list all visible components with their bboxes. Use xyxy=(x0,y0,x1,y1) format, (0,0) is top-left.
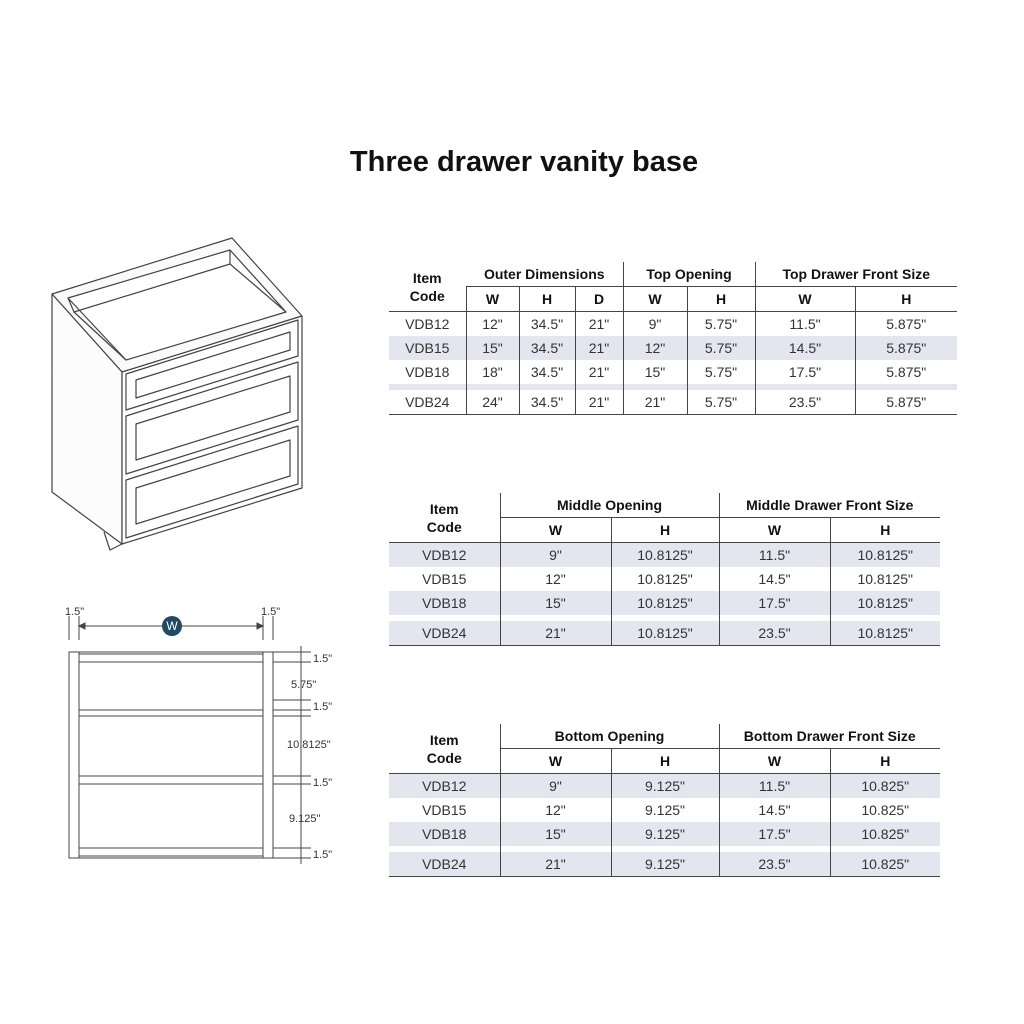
column-header: H xyxy=(611,518,719,543)
cell: 5.875" xyxy=(855,390,957,415)
dim-bottom-opening: 9.125" xyxy=(289,813,321,825)
cell: 34.5" xyxy=(519,360,575,384)
column-header: W xyxy=(500,749,611,774)
cell: 15" xyxy=(500,822,611,846)
table-row xyxy=(389,543,940,568)
width-badge-label: W xyxy=(166,619,178,633)
dim-rail-3: 1.5" xyxy=(313,777,333,789)
cell: 10.8125" xyxy=(830,567,940,591)
column-header: W xyxy=(755,287,855,312)
cell: 10.8125" xyxy=(611,591,719,615)
item-code: VDB12 xyxy=(405,316,450,332)
page-title: Three drawer vanity base xyxy=(349,146,699,178)
cell: 10.825" xyxy=(830,822,940,846)
item-code: VDB18 xyxy=(405,364,450,380)
column-header: H xyxy=(687,287,755,312)
table-row xyxy=(389,798,940,822)
column-header: W xyxy=(500,518,611,543)
cell: 9" xyxy=(623,312,687,337)
group-header: Middle Drawer Front Size xyxy=(719,493,940,518)
cell: 10.8125" xyxy=(830,621,940,646)
item-code: VDB18 xyxy=(389,591,500,615)
cell: 10.825" xyxy=(830,774,940,799)
cell: 34.5" xyxy=(519,312,575,337)
dim-middle-opening: 10.8125" xyxy=(287,739,331,751)
cell: 14.5" xyxy=(719,798,830,822)
cell: 10.825" xyxy=(830,852,940,877)
table-row xyxy=(389,336,957,360)
cell: 21" xyxy=(575,336,623,360)
top-dimensions-table xyxy=(389,262,957,415)
group-header: Bottom Drawer Front Size xyxy=(719,724,940,749)
cell: 15" xyxy=(500,591,611,615)
dim-bottom-rail: 1.5" xyxy=(313,849,333,861)
cell: 21" xyxy=(500,621,611,646)
column-header: W xyxy=(623,287,687,312)
item-code: VDB18 xyxy=(389,822,500,846)
cell: 21" xyxy=(575,312,623,337)
cell: 11.5" xyxy=(719,774,830,799)
table-row xyxy=(389,591,940,615)
cell: 21" xyxy=(623,390,687,415)
item-code-header: Item Code xyxy=(389,262,466,312)
item-code: VDB12 xyxy=(389,774,500,799)
cell: 11.5" xyxy=(719,543,830,568)
column-header: H xyxy=(830,749,940,774)
group-header: Outer Dimensions xyxy=(466,262,623,287)
cell: 14.5" xyxy=(755,336,855,360)
cell: 10.8125" xyxy=(611,567,719,591)
table-row xyxy=(389,390,957,415)
column-header: H xyxy=(611,749,719,774)
middle-dimensions-table xyxy=(389,493,940,646)
cell: 5.75" xyxy=(687,336,755,360)
bottom-dimensions-table xyxy=(389,724,940,877)
cabinet-isometric-drawing xyxy=(40,232,320,562)
cell: 5.75" xyxy=(687,312,755,337)
cell: 10.8125" xyxy=(830,543,940,568)
cell: 9.125" xyxy=(611,774,719,799)
cell: 5.75" xyxy=(687,360,755,384)
right-stile-dim: 1.5" xyxy=(261,606,281,618)
item-code: VDB15 xyxy=(422,802,467,818)
table-row xyxy=(389,852,940,877)
cell: 10.8125" xyxy=(611,621,719,646)
cell: 23.5" xyxy=(719,852,830,877)
cell: 23.5" xyxy=(755,390,855,415)
column-header: W xyxy=(719,749,830,774)
cell: 9.125" xyxy=(611,798,719,822)
cabinet-front-elevation xyxy=(55,600,345,870)
cell: 23.5" xyxy=(719,621,830,646)
cell: 15" xyxy=(466,336,519,360)
item-code: VDB24 xyxy=(389,390,466,415)
group-header: Middle Opening xyxy=(500,493,719,518)
cell: 24" xyxy=(466,390,519,415)
dim-top-rail: 1.5" xyxy=(313,653,333,665)
dim-rail-2: 1.5" xyxy=(313,701,333,713)
column-header: W xyxy=(719,518,830,543)
cell: 5.875" xyxy=(855,360,957,384)
table-row xyxy=(389,312,957,337)
column-header: D xyxy=(575,287,623,312)
cell: 34.5" xyxy=(519,336,575,360)
cell: 12" xyxy=(500,567,611,591)
cell: 12" xyxy=(466,312,519,337)
cell: 21" xyxy=(500,852,611,877)
cell: 5.875" xyxy=(855,312,957,337)
cell: 17.5" xyxy=(719,822,830,846)
item-code-header: Item Code xyxy=(389,493,500,543)
item-code: VDB15 xyxy=(422,571,467,587)
cell: 10.8125" xyxy=(830,591,940,615)
item-code: VDB24 xyxy=(389,621,500,646)
cell: 9.125" xyxy=(611,852,719,877)
cell: 18" xyxy=(466,360,519,384)
cell: 5.875" xyxy=(855,336,957,360)
table-row xyxy=(389,621,940,646)
cell: 21" xyxy=(575,390,623,415)
column-header: H xyxy=(519,287,575,312)
table-row xyxy=(389,822,940,846)
cell: 9.125" xyxy=(611,822,719,846)
cell: 34.5" xyxy=(519,390,575,415)
table-row xyxy=(389,360,957,384)
table-row xyxy=(389,567,940,591)
cell: 14.5" xyxy=(719,567,830,591)
item-code: VDB24 xyxy=(389,852,500,877)
column-header: W xyxy=(466,287,519,312)
left-stile-dim: 1.5" xyxy=(65,606,85,618)
cell: 21" xyxy=(575,360,623,384)
cell: 10.8125" xyxy=(611,543,719,568)
item-code: VDB15 xyxy=(389,336,466,360)
cell: 11.5" xyxy=(755,312,855,337)
group-header: Bottom Opening xyxy=(500,724,719,749)
cell: 10.825" xyxy=(830,798,940,822)
cell: 12" xyxy=(500,798,611,822)
cell: 12" xyxy=(623,336,687,360)
column-header: H xyxy=(855,287,957,312)
table-row xyxy=(389,774,940,799)
cell: 15" xyxy=(623,360,687,384)
dim-top-opening: 5.75" xyxy=(291,679,317,691)
column-header: H xyxy=(830,518,940,543)
group-header: Top Opening xyxy=(623,262,755,287)
cell: 5.75" xyxy=(687,390,755,415)
cell: 9" xyxy=(500,543,611,568)
group-header: Top Drawer Front Size xyxy=(755,262,957,287)
cell: 17.5" xyxy=(755,360,855,384)
item-code-header: Item Code xyxy=(389,724,500,774)
cell: 17.5" xyxy=(719,591,830,615)
cell: 9" xyxy=(500,774,611,799)
item-code: VDB12 xyxy=(389,543,500,568)
